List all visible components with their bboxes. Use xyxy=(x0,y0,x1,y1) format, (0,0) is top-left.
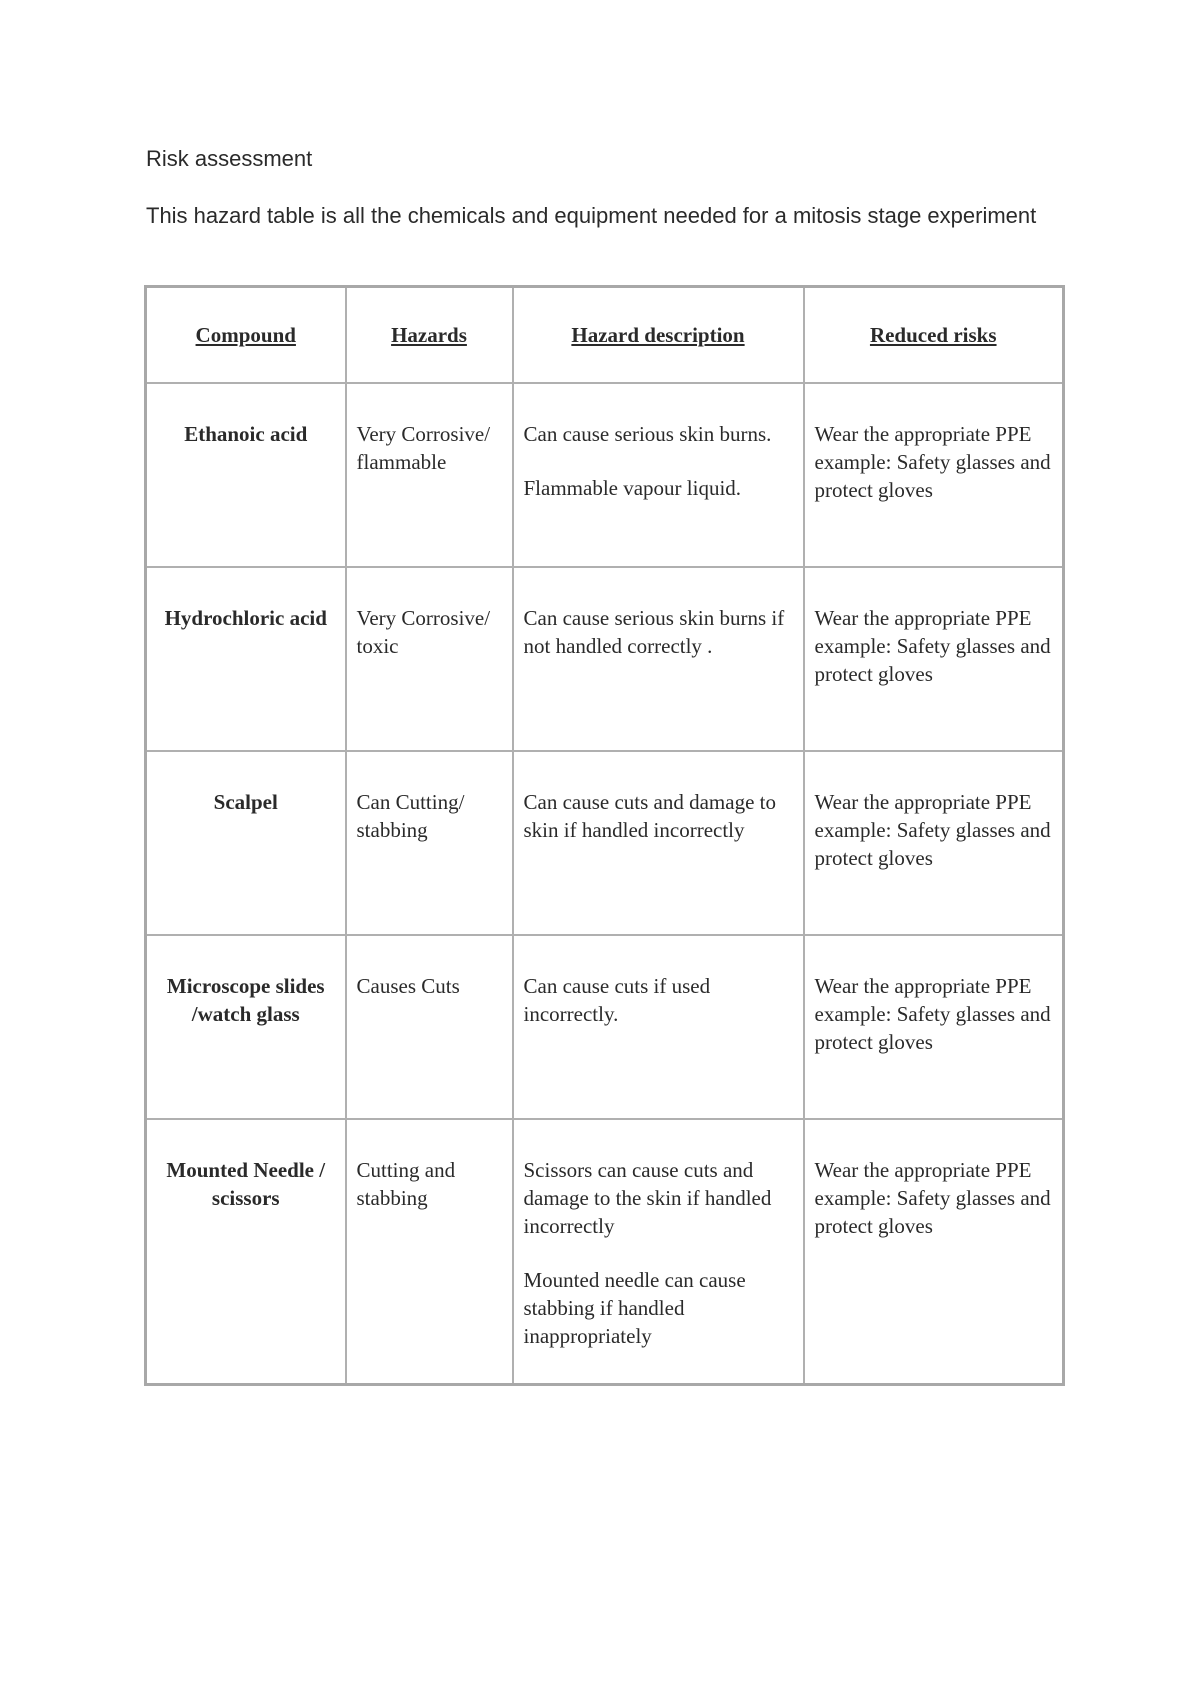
description-text: Can cause cuts if used incorrectly. xyxy=(523,974,711,1026)
table-row xyxy=(146,935,1064,1119)
table-row xyxy=(146,751,1064,935)
hazards-cell: Can Cutting/ stabbing xyxy=(346,751,513,935)
hazards-cell: Cutting and stabbing xyxy=(346,1119,513,1385)
compound-cell: Scalpel xyxy=(146,751,346,935)
description-text: Scissors can cause cuts and damage to the skin if handled incorrectly xyxy=(523,1158,772,1238)
description-cell xyxy=(513,383,804,567)
reduced-risks-cell: Wear the appropriate PPE example: Safety glasses and protect gloves xyxy=(804,383,1064,567)
description-cell xyxy=(513,567,804,751)
description-text: Can cause serious skin burns if not handled correctly . xyxy=(523,606,785,658)
compound-cell: Microscope slides /watch glass xyxy=(146,935,346,1119)
header-row xyxy=(146,287,1064,384)
description-text: Can cause serious skin burns. xyxy=(523,422,772,446)
reduced-risks-cell: Wear the appropriate PPE example: Safety glasses and protect gloves xyxy=(804,751,1064,935)
header-hazard-description: Hazard description xyxy=(513,287,804,384)
compound-cell: Ethanoic acid xyxy=(146,383,346,567)
hazard-table xyxy=(144,285,1065,1386)
hazards-cell: Very Corrosive/ flammable xyxy=(346,383,513,567)
reduced-risks-cell: Wear the appropriate PPE example: Safety glasses and protect gloves xyxy=(804,567,1064,751)
description-text: Mounted needle can cause stabbing if handled inappropriately xyxy=(523,1268,746,1348)
description-cell xyxy=(513,935,804,1119)
description-cell xyxy=(513,1119,804,1385)
compound-cell: Mounted Needle / scissors xyxy=(146,1119,346,1385)
header-reduced-risks: Reduced risks xyxy=(804,287,1064,384)
hazards-cell: Causes Cuts xyxy=(346,935,513,1119)
description-text: Flammable vapour liquid. xyxy=(523,476,742,500)
description-cell xyxy=(513,751,804,935)
reduced-risks-cell: Wear the appropriate PPE example: Safety glasses and protect gloves xyxy=(804,1119,1064,1385)
reduced-risks-cell: Wear the appropriate PPE example: Safety glasses and protect gloves xyxy=(804,935,1064,1119)
table-row xyxy=(146,1119,1064,1385)
page-title: Risk assessment xyxy=(146,146,313,171)
description-text: Can cause cuts and damage to skin if handled incorrectly xyxy=(523,790,776,842)
table-row xyxy=(146,567,1064,751)
header-compound: Compound xyxy=(146,287,346,384)
header-hazards: Hazards xyxy=(346,287,513,384)
compound-cell: Hydrochloric acid xyxy=(146,567,346,751)
intro-paragraph: This hazard table is all the chemicals and equipment needed for a mitosis stage experiment xyxy=(146,203,1037,228)
hazards-cell: Very Corrosive/ toxic xyxy=(346,567,513,751)
table-row xyxy=(146,383,1064,567)
